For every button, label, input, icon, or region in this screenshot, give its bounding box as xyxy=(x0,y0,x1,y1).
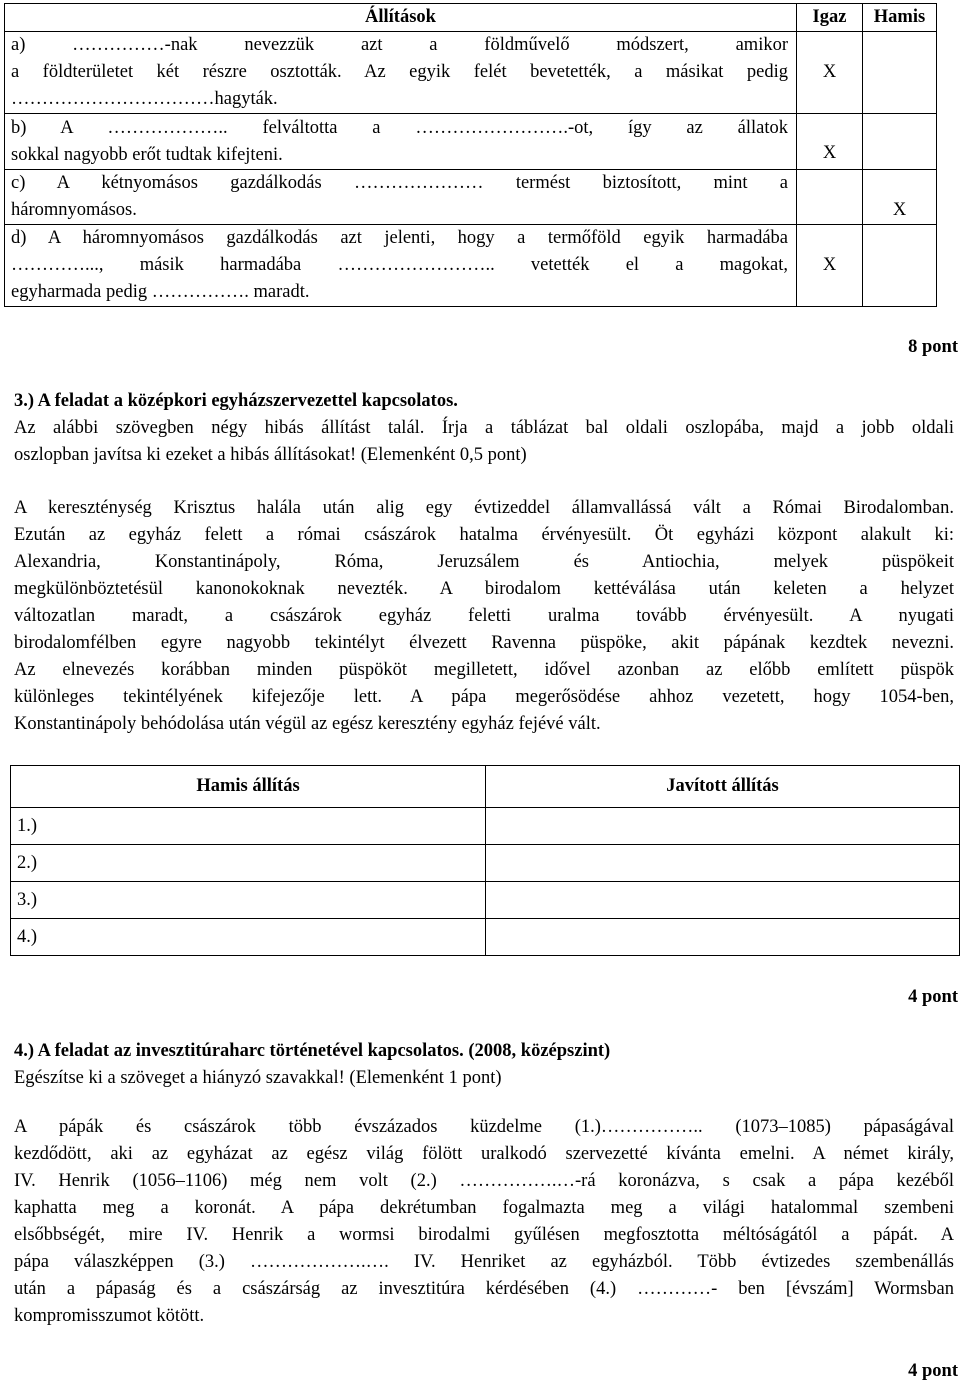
statement-text xyxy=(5,170,797,225)
text-line: Ezután az egyház felett a római császárok hatalma érvényesült. Öt egyházi központ alakult ki: xyxy=(14,525,954,545)
statement-line: d) A háromnyomásos gazdálkodás azt jelenti, hogy a termőföld egyik harmadába xyxy=(11,228,788,248)
task3-instruction xyxy=(14,415,954,469)
task4-text xyxy=(14,1114,954,1330)
true-mark[interactable]: X xyxy=(797,114,863,170)
text-line: kezdődött, aki az egyházat az egész világ fölött uralkodó szervezetté kívánta emelni. A német király, xyxy=(14,1144,954,1164)
false-statement-cell[interactable] xyxy=(11,845,486,882)
text-line: Alexandria, Konstantinápoly, Róma, Jeruzsálem és Antiochia, melyek püspökeit xyxy=(14,552,954,572)
header-statements: Állítások xyxy=(5,4,797,32)
statement-row-a xyxy=(5,32,937,114)
row-number: 3.) xyxy=(17,889,38,910)
corrected-statement-cell[interactable] xyxy=(486,882,960,919)
text-line: változatlan maradt, a császárok egyház feletti uralma tovább érvényesült. A nyugati xyxy=(14,606,954,626)
statement-row-d xyxy=(5,225,937,307)
points-label: 4 pont xyxy=(908,1361,958,1381)
statement-line: ……………………………hagyták. xyxy=(11,89,278,109)
text-line: kaphatta meg a koronát. A pápa dekrétumban fogalmazta meg a világi hatalommal szembeni xyxy=(14,1198,954,1218)
header-false-statement: Hamis állítás xyxy=(11,766,486,808)
text-line: Konstantinápoly behódolása után végül az egész keresztény egyház fejévé vált. xyxy=(14,714,601,734)
corrected-statement-cell[interactable] xyxy=(486,808,960,845)
corrections-table xyxy=(10,765,960,956)
text-line: IV. Henrik (1056–1106) még nem volt (2.) …………….…-rá koronázva, s csak a pápa kezéből xyxy=(14,1171,954,1191)
instruction-line: oszlopban javítsa ki ezeket a hibás állításokat! (Elemenként 0,5 pont) xyxy=(14,445,527,465)
false-mark[interactable] xyxy=(863,32,937,114)
text-line: különleges tekintélyének kifejezője lett. A pápa megerősödése ahhoz vezetett, hogy 1054-ben, xyxy=(14,687,954,707)
table-row xyxy=(11,845,960,882)
text-line: után a pápaság és a császárság az invesztitúra kérdésében (4.) …………- ben [évszám] Wormsban xyxy=(14,1279,954,1299)
true-mark[interactable] xyxy=(797,170,863,225)
table-row xyxy=(11,808,960,845)
header-true: Igaz xyxy=(797,4,863,32)
statement-row-b xyxy=(5,114,937,170)
statement-row-c xyxy=(5,170,937,225)
statement-line: a földterületet két részre osztották. Az egyik felét bevetették, a másikat pedig xyxy=(11,62,788,82)
statement-line: …………..., másik harmadába …………………….. vetették el a magokat, xyxy=(11,255,788,275)
statement-text xyxy=(5,114,797,170)
text-line: kompromisszumot kötött. xyxy=(14,1306,205,1326)
points-label: 8 pont xyxy=(908,337,958,357)
statement-text xyxy=(5,225,797,307)
points-label: 4 pont xyxy=(908,987,958,1007)
table-header-row xyxy=(11,766,960,808)
statement-line: b) A ……………….. felváltotta a …………………….-ot, így az állatok xyxy=(11,117,788,138)
true-mark[interactable]: X xyxy=(797,225,863,307)
false-mark[interactable] xyxy=(863,225,937,307)
task4-instruction: Egészítse ki a szöveget a hiányzó szavakkal! (Elemenként 1 pont) xyxy=(14,1068,502,1088)
text-line: birodalomfélben egyre nagyobb tekintélyt élvezett Ravenna püspöke, akit pápának kezdtek nevezni. xyxy=(14,633,954,653)
text-line: megkülönböztetésül kanonokoknak nevezték. A birodalom kettéválása után keleten a helyzet xyxy=(14,579,954,599)
statement-line: c) A kétnyomásos gazdálkodás ………………… termést biztosított, mint a xyxy=(11,173,788,193)
table-header-row xyxy=(5,4,937,32)
row-number: 4.) xyxy=(17,926,38,947)
table-row xyxy=(11,882,960,919)
row-number: 1.) xyxy=(17,815,38,836)
instruction-line: Az alábbi szövegben négy hibás állítást talál. Írja a táblázat bal oldali oszlopába, majd a jobb oldali xyxy=(14,418,954,438)
false-mark[interactable]: X xyxy=(863,170,937,225)
row-number: 2.) xyxy=(17,852,38,873)
task4-title: 4.) A feladat az invesztitúraharc történetével kapcsolatos. (2008, középszint) xyxy=(14,1041,611,1061)
text-line: pápa válaszképpen (3.) ……………….…. IV. Henriket az egyházból. Több évtizedes szembenállás xyxy=(14,1252,954,1272)
statement-line: háromnyomásos. xyxy=(11,200,137,220)
statement-line: egyharmada pedig ……………. maradt. xyxy=(11,282,310,302)
statement-line: a) ……………-nak nevezzük azt a földművelő módszert, amikor xyxy=(11,35,788,55)
task3-title: 3.) A feladat a középkori egyházszervezettel kapcsolatos. xyxy=(14,391,458,411)
false-statement-cell[interactable] xyxy=(11,919,486,956)
header-false: Hamis xyxy=(863,4,937,32)
false-statement-cell[interactable] xyxy=(11,808,486,845)
text-line: A kereszténység Krisztus halála után alig egy évtizeddel államvallássá vált a Római Birodalomban. xyxy=(14,498,954,518)
corrected-statement-cell[interactable] xyxy=(486,845,960,882)
corrected-statement-cell[interactable] xyxy=(486,919,960,956)
text-line: Az elnevezés korábban minden püspököt megilletett, idővel azonban az előbb említett püspök xyxy=(14,660,954,680)
table-row xyxy=(11,919,960,956)
task3-text xyxy=(14,495,954,738)
statements-table xyxy=(4,3,937,307)
true-mark[interactable]: X xyxy=(797,32,863,114)
text-line: A pápák és császárok több évszázados küzdelme (1.)…………….. (1073–1085) pápaságával xyxy=(14,1117,954,1137)
text-line: elsőbbségét, mire IV. Henrik a wormsi birodalmi gyűlésen megfosztotta méltóságától a pápát. A xyxy=(14,1225,954,1245)
header-corrected-statement: Javított állítás xyxy=(486,766,960,808)
false-statement-cell[interactable] xyxy=(11,882,486,919)
statement-line: sokkal nagyobb erőt tudtak kifejteni. xyxy=(11,144,283,165)
false-mark[interactable] xyxy=(863,114,937,170)
statement-text xyxy=(5,32,797,114)
